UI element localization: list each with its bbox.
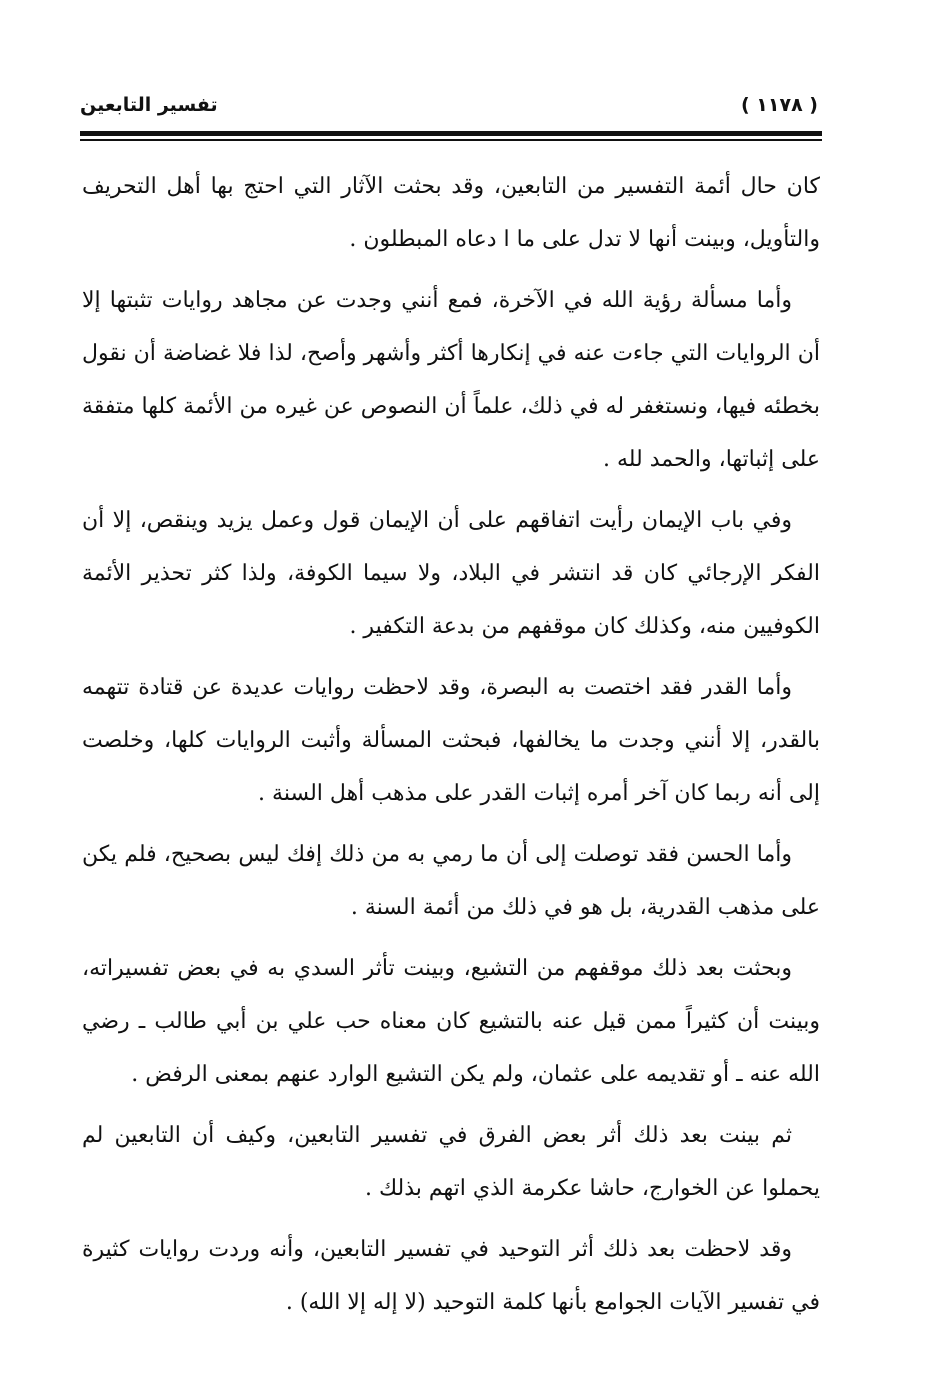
running-title: تفسير التابعين	[80, 94, 218, 116]
paragraph: ثم بينت بعد ذلك أثر بعض الفرق في تفسير التابعين، وكيف أن التابعين لم يحملوا عن الخوارج، حاشا عكرمة الذي اتهم بذلك .	[82, 1123, 820, 1201]
paragraph: كان حال أئمة التفسير من التابعين، وقد بحثت الآثار التي احتج بها أهل التحريف والتأويل، وبينت أنها لا تدل على ما ا دعاه المبطلون .	[82, 174, 820, 252]
paragraph: وبحثت بعد ذلك موقفهم من التشيع، وبينت تأثر السدي به في بعض تفسيراته، وبينت أن كثيراً ممن قيل عنه بالتشيع كان معناه حب علي بن أبي طالب ـ رضي الله عنه ـ أو تقديمه على عثمان، ولم يكن التشيع الوارد عنهم بمعنى الرفض .	[82, 956, 820, 1087]
page-number: ( ١١٧٨ )	[740, 94, 818, 116]
paragraph: وقد لاحظت بعد ذلك أثر التوحيد في تفسير التابعين، وأنه وردت روايات كثيرة في تفسير الآيات الجوامع بأنها كلمة التوحيد (لا إله إلا الله) .	[82, 1237, 820, 1315]
paragraph: وأما الحسن فقد توصلت إلى أن ما رمي به من ذلك إفك ليس بصحيح، فلم يكن على مذهب القدرية، بل هو في ذلك من أئمة السنة .	[82, 842, 820, 920]
header-rule-thick	[80, 131, 822, 136]
paragraph: وأما القدر فقد اختصت به البصرة، وقد لاحظت روايات عديدة عن قتادة تتهمه بالقدر، إلا أنني وجدت ما يخالفها، فبحثت المسألة وأثبت الروايات كلها، وخلصت إلى أنه ربما كان آخر أمره إثبات القدر على مذهب أهل السنة .	[82, 675, 820, 806]
page-header	[80, 94, 818, 128]
paragraph: وفي باب الإيمان رأيت اتفاقهم على أن الإيمان قول وعمل يزيد وينقص، إلا أن الفكر الإرجائي كان قد انتشر في البلاد، ولا سيما الكوفة، ولذا كثر تحذير الأئمة الكوفيين منه، وكذلك كان موقفهم من بدعة التكفير .	[82, 508, 820, 639]
paragraph: وأما مسألة رؤية الله في الآخرة، فمع أنني وجدت عن مجاهد روايات تثبتها إلا أن الروايات التي جاءت عنه في إنكارها أكثر وأشهر وأصح، لذا فلا غضاضة أن نقول بخطئه فيها، ونستغفر له في ذلك، علماً أن النصوص عن غيره من الأئمة كلها متفقة على إثباتها، والحمد لله .	[82, 288, 820, 472]
body-text	[82, 160, 820, 1337]
header-rule-thin	[80, 139, 822, 141]
